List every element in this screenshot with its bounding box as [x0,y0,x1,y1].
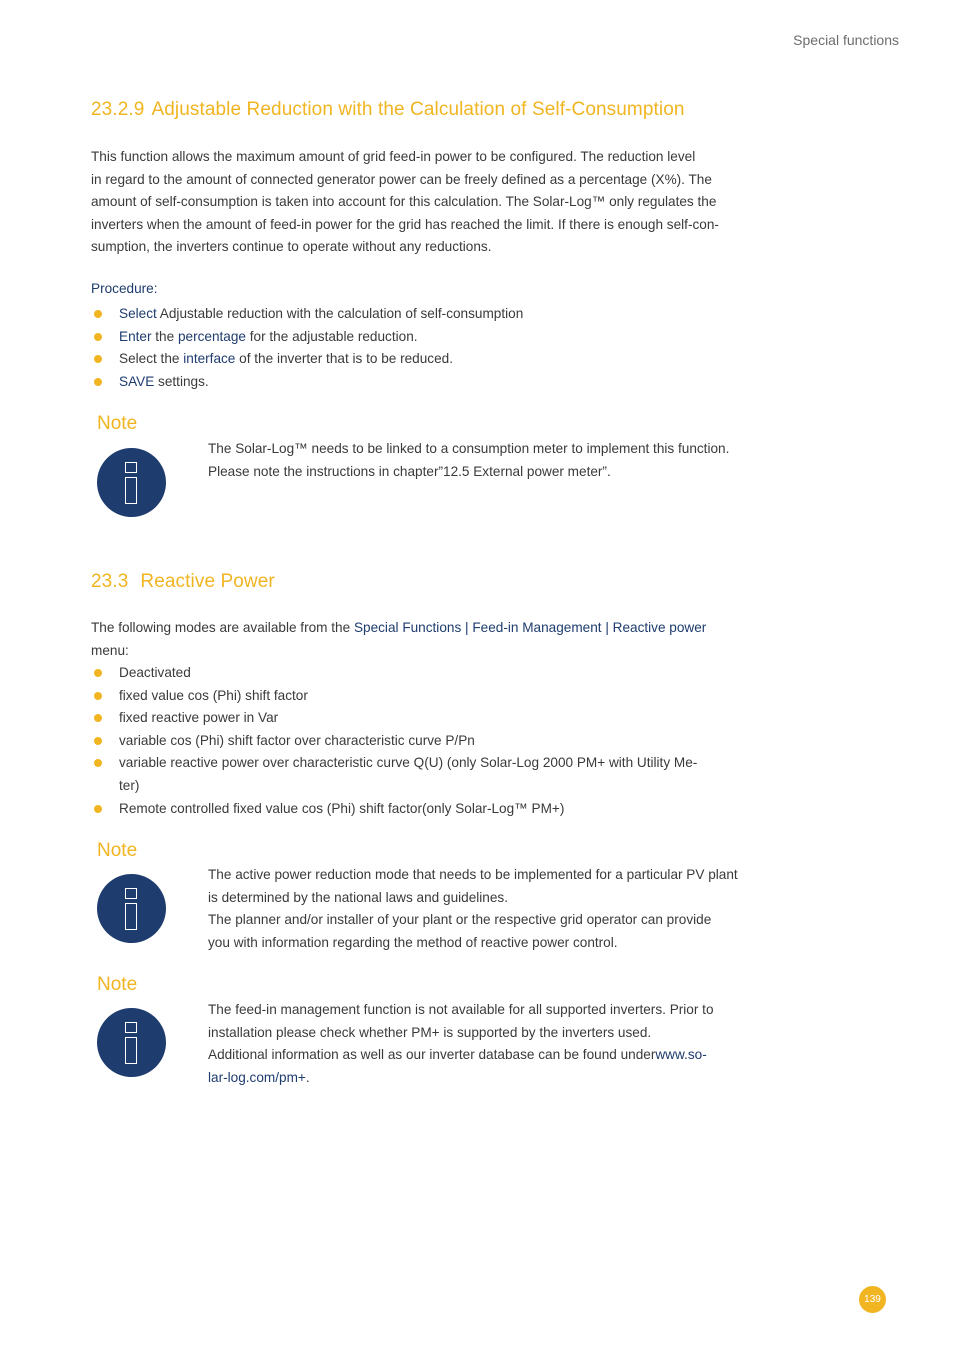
bullet-icon [94,737,102,745]
step-link: percentage [177,328,246,344]
mode-text-continued: ter) [119,777,140,793]
bullet-icon [94,692,102,700]
mode-text: Deactivated [119,665,191,680]
procedure-steps [91,303,816,393]
procedure-step [91,303,816,326]
bullet-icon [94,759,102,767]
note-text [208,999,818,1089]
note-line-end: . [305,1069,310,1085]
bullet-icon [94,378,102,386]
section-number: 23.3 [91,571,129,592]
step-link: Select [119,306,157,321]
mode-item [91,707,816,730]
mode-item [91,685,816,708]
note-line-text: Additional information as well as our inverter database can be found under [208,1047,656,1063]
paragraph-line: inverters when the amount of feed-in power for the grid has reached the limit. If there is enough self-con- [91,216,719,232]
bullet-icon [94,714,102,722]
website-link-continued[interactable]: lar-log.com/pm+ [208,1069,306,1085]
info-icon [97,1008,166,1077]
step-text: Adjustable reduction with the calculation of self-consumption [156,306,524,321]
note-line: The feed-in management function is not available for all supported inverters. Prior to [208,1002,714,1017]
step-text: of the inverter that is to be reduced. [235,351,454,367]
paragraph-line: in regard to the amount of connected generator power can be freely defined as a percentage (X%). The [91,171,712,187]
mode-text: fixed reactive power in Var [119,710,279,726]
paragraph-line: amount of self-consumption is taken into account for this calculation. The Solar-Log™ only regulates the [91,194,717,210]
step-link: SAVE [119,373,155,389]
section-heading-23-2-9 [91,99,685,121]
step-link: Enter [119,328,152,344]
step-link: interface [183,351,236,367]
bullet-icon [94,355,102,363]
step-text: the [151,328,178,344]
info-icon [97,448,166,517]
intro-end: menu: [91,642,129,658]
step-text: Select the [119,351,184,367]
note-text [208,438,818,483]
procedure-step [91,348,816,371]
mode-text: Remote controlled fixed value cos (Phi) shift factor(only Solar-Log™ PM+) [119,800,565,816]
note-line: The Solar-Log™ needs to be linked to a consumption meter to implement this function. [208,441,730,456]
procedure-step [91,371,816,394]
reactive-modes-list [91,662,816,820]
note-line: The planner and/or installer of your plant or the respective grid operator can provide [208,912,712,928]
mode-item [91,730,816,753]
intro-text: The following modes are available from the [91,620,354,635]
procedure-label: Procedure: [91,281,158,296]
section-title: Adjustable Reduction with the Calculation of Self-Consumption [151,99,685,120]
note-text [208,864,818,954]
page-number-badge: 139 [859,1286,886,1313]
mode-text: variable cos (Phi) shift factor over characteristic curve P/Pn [119,732,475,748]
note-line: Please note the instructions in chapter”12.5 External power meter”. [208,463,611,479]
step-text: settings. [154,373,209,389]
note-line: installation please check whether PM+ is supported by the inverters used. [208,1024,652,1040]
info-icon [97,874,166,943]
section-heading-23-3 [91,571,275,593]
website-link[interactable]: www.so- [655,1047,707,1063]
note-line: you with information regarding the method of reactive power control. [208,934,618,950]
mode-text: variable reactive power over characteristic curve Q(U) (only Solar-Log 2000 PM+ with Utility Me- [119,755,698,771]
mode-item [91,752,816,797]
running-header: Special functions [793,32,899,48]
note-title: Note [97,974,138,995]
note-line [208,1067,818,1090]
procedure-step [91,326,816,349]
bullet-icon [94,669,102,677]
paragraph-line: sumption, the inverters continue to operate without any reductions. [91,239,492,255]
section-number: 23.2.9 [91,99,145,120]
menu-path-link[interactable]: Special Functions | Feed-in Management | Reactive power [353,620,707,635]
bullet-icon [94,805,102,813]
step-text: for the adjustable reduction. [245,328,418,344]
note-line [208,1044,818,1067]
note-line: is determined by the national laws and guidelines. [208,889,509,905]
section-title: Reactive Power [140,571,275,592]
mode-text: fixed value cos (Phi) shift factor [119,687,308,703]
reactive-intro [91,617,816,662]
note-title: Note [97,413,138,434]
bullet-icon [94,333,102,341]
section-paragraph [91,146,816,259]
note-line: The active power reduction mode that needs to be implemented for a particular PV plant [208,867,738,882]
mode-item [91,662,816,685]
note-title: Note [97,840,138,861]
mode-item [91,798,816,821]
paragraph-line: This function allows the maximum amount of grid feed-in power to be configured. The reduction level [91,149,696,164]
bullet-icon [94,310,102,318]
